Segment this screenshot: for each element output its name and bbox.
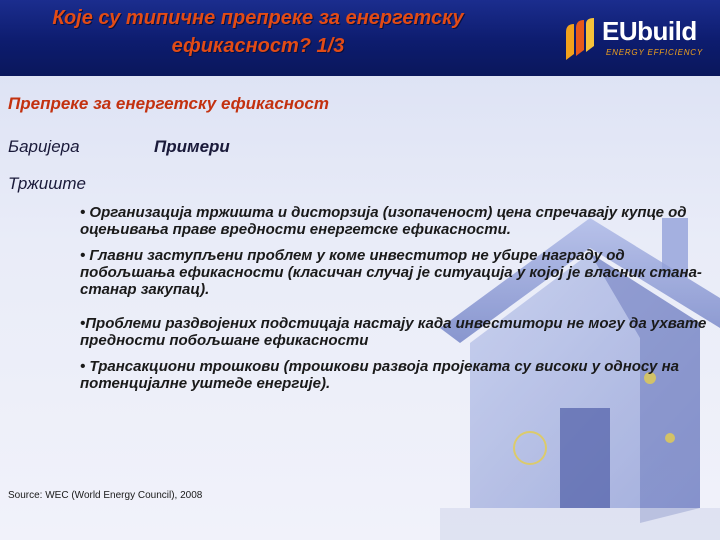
list-item: • Организација тржишта и дисторзија (изопаченост) цена спречавају купце од оцењивања праве вредности енергетске ефикасности.: [80, 204, 687, 238]
eu-build-logo: [560, 14, 710, 64]
section-title: Препреке за енергетску ефикасност: [8, 94, 329, 113]
logo-subtitle: ENERGY EFFICIENCY: [606, 48, 704, 57]
list-item: • Главни заступљени проблем у коме инвеститор не убире награду од побољшања ефикасности (класичан случај је ситуација у којој је власник стана-станар закупац).: [80, 247, 702, 298]
eu-build-logo-icon: [560, 16, 602, 62]
list-item: •Проблеми раздвојених подстицаја настају када инвеститори не могу да ухвате предности побољшане ефикасности: [80, 315, 707, 349]
logo-build: build: [637, 16, 697, 46]
column-header-examples: Примери: [154, 137, 230, 156]
logo-eu: EU: [602, 16, 638, 46]
header-bar: [0, 0, 720, 76]
column-header-barrier: Баријера: [8, 137, 80, 156]
logo-wordmark: [602, 16, 697, 47]
examples-list: [80, 204, 710, 392]
list-item: • Трансакциони трошкови (трошкови развоја пројеката су високи у односу на потенцијалне уштеде енергије).: [80, 358, 679, 392]
category-market: Тржиште: [8, 174, 86, 193]
page-title: Које су типичне препреке за енергетску ефикасност? 1/3: [52, 7, 464, 57]
source-citation: Source: WEC (World Energy Council), 2008: [8, 490, 203, 501]
